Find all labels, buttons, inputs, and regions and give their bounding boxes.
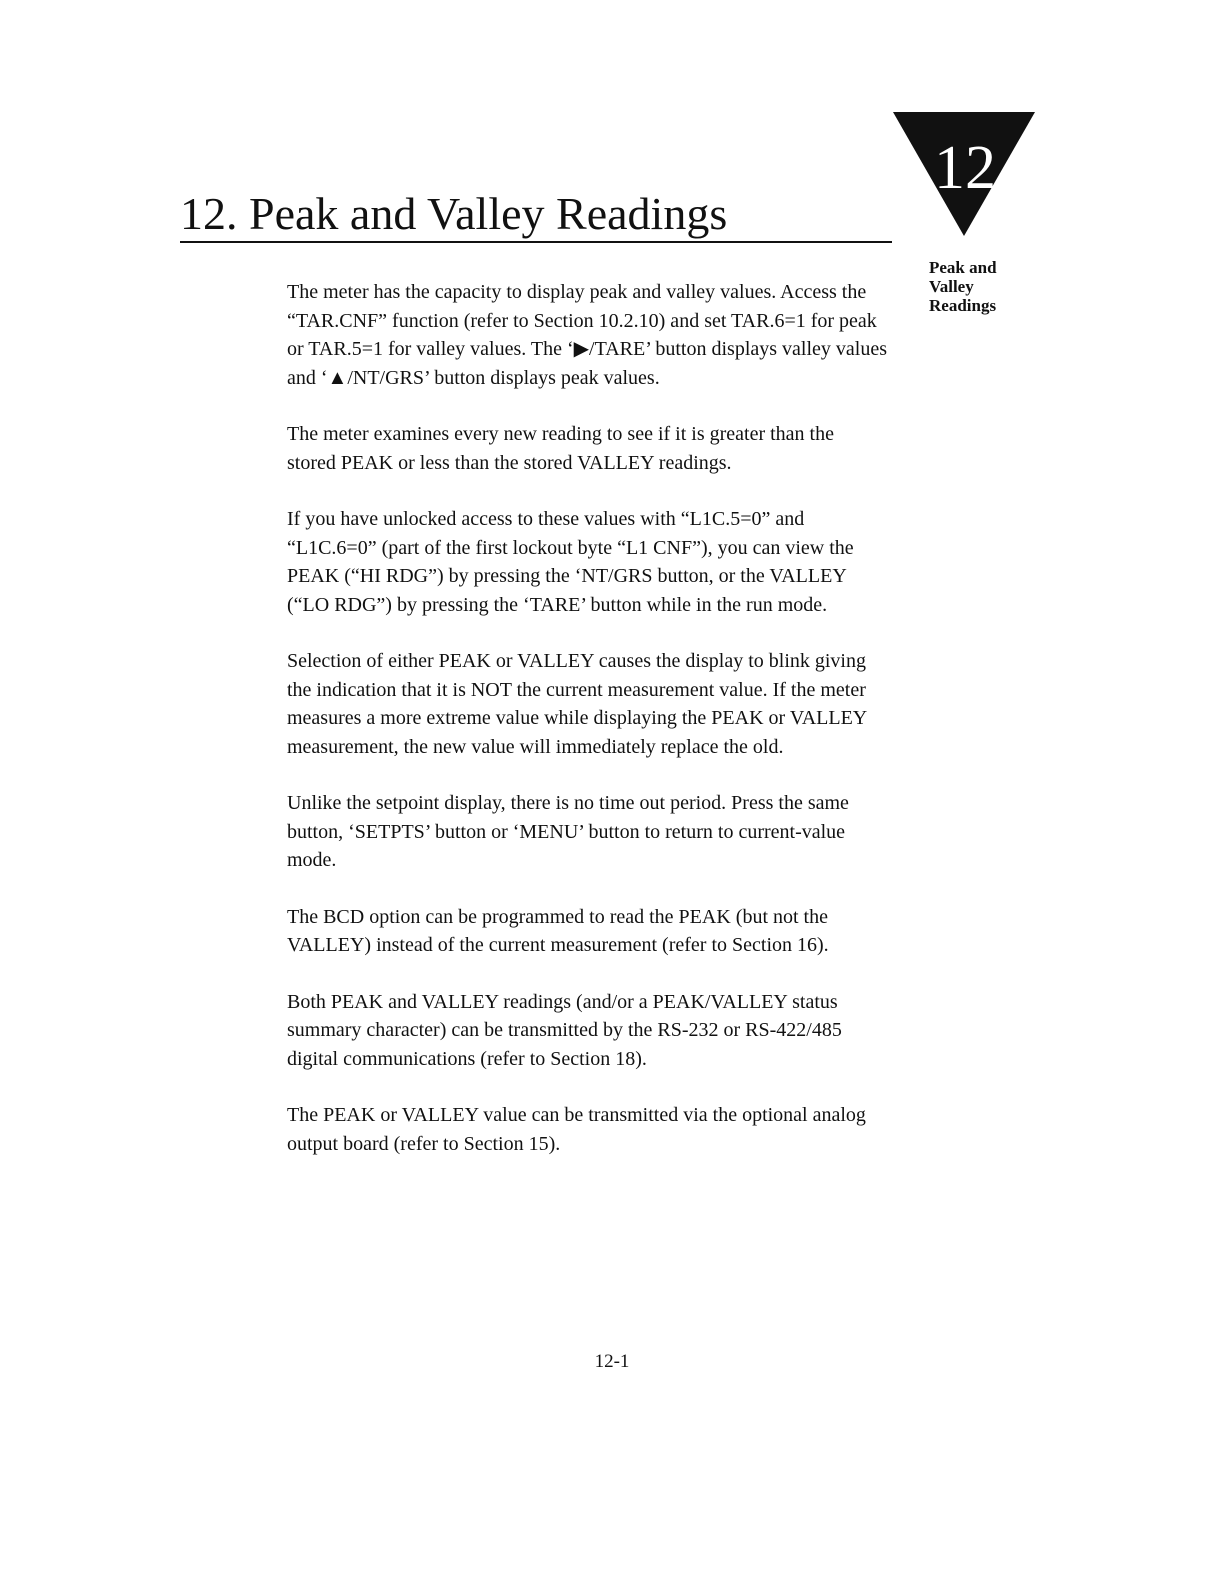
paragraph-unlocked-access: If you have unlocked access to these values with “L1C.5=0” and “L1C.6=0” (part of the first lockout byte “L1 CNF”), you can view the PEAK (“HI RDG”) by pressing the ‘NT/GRS button, or the VALLEY (“LO RDG”) by pressing the ‘TARE’ button while in the run mode. bbox=[287, 508, 854, 616]
paragraph-analog-output: The PEAK or VALLEY value can be transmitted via the optional analog output board (refer to Section 15). bbox=[287, 1104, 866, 1155]
side-label-line: Peak and bbox=[929, 258, 997, 277]
side-label-line: Readings bbox=[929, 296, 997, 315]
side-label-line: Valley bbox=[929, 277, 974, 296]
title-rule bbox=[180, 241, 892, 243]
paragraph-access-peak-valley: The meter has the capacity to display peak and valley values. Access the “TAR.CNF” function (refer to Section 10.2.10) and set TAR.6=1 for peak or TAR.5=1 for valley values. The ‘▶/TARE’ button displays valley values and ‘▲/NT/GRS’ button displays peak values. bbox=[287, 281, 888, 389]
paragraph-display-blink: Selection of either PEAK or VALLEY causes the display to blink giving the indication that it is NOT the current measurement value. If the meter measures a more extreme value while displaying the PEAK or VALLEY measurement, the new value will immediately replace the old. bbox=[287, 650, 867, 758]
page-number: 12-1 bbox=[594, 1351, 630, 1372]
paragraph-digital-communications: Both PEAK and VALLEY readings (and/or a PEAK/VALLEY status summary character) can be transmitted by the RS-232 or RS-422/485 digital communications (refer to Section 18). bbox=[287, 990, 842, 1070]
paragraph-examines-reading: The meter examines every new reading to see if it is greater than the stored PEAK or less than the stored VALLEY readings. bbox=[287, 423, 834, 474]
body-text bbox=[287, 278, 887, 1186]
chapter-number: 12 bbox=[934, 134, 996, 202]
paragraph-no-timeout: Unlike the setpoint display, there is no time out period. Press the same button, ‘SETPTS’ button or ‘MENU’ button to return to current-value mode. bbox=[287, 792, 849, 871]
chapter-badge bbox=[893, 112, 1035, 236]
side-label bbox=[929, 258, 1019, 315]
chapter-title: 12. Peak and Valley Readings bbox=[180, 188, 728, 239]
paragraph-bcd-option: The BCD option can be programmed to read the PEAK (but not the VALLEY) instead of the current measurement (refer to Section 16). bbox=[287, 905, 829, 956]
